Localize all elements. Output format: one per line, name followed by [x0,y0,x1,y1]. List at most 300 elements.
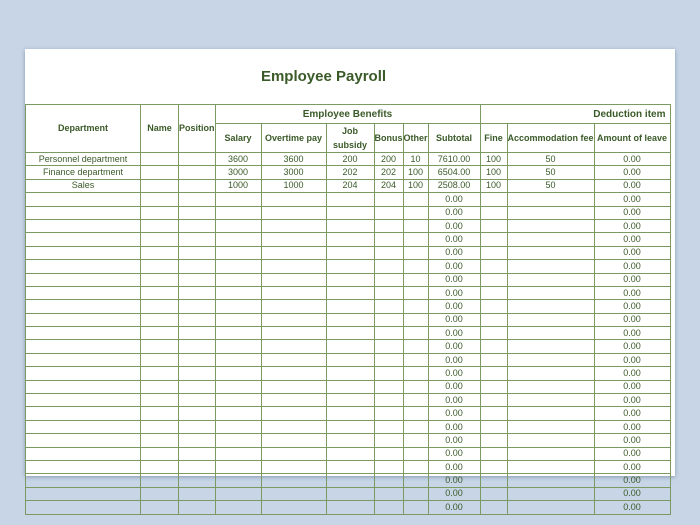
cell-amount-of-leave[interactable]: 0.00 [594,153,670,166]
cell-salary[interactable] [215,340,261,353]
cell-fine[interactable] [480,420,507,433]
cell-accommodation-fee[interactable] [507,219,594,232]
cell-department[interactable] [26,219,141,232]
cell-name[interactable] [141,300,179,313]
cell-amount-of-leave[interactable]: 0.00 [594,487,670,500]
cell-department[interactable] [26,447,141,460]
cell-position[interactable] [179,434,216,447]
cell-overtime-pay[interactable] [261,487,326,500]
cell-salary[interactable]: 3000 [215,166,261,179]
cell-fine[interactable] [480,313,507,326]
cell-salary[interactable] [215,313,261,326]
cell-subtotal[interactable]: 0.00 [428,313,480,326]
cell-job-subsidy[interactable] [326,380,374,393]
cell-subtotal[interactable]: 7610.00 [428,153,480,166]
cell-subtotal[interactable]: 0.00 [428,206,480,219]
cell-department[interactable]: Finance department [26,166,141,179]
cell-department[interactable] [26,367,141,380]
cell-position[interactable] [179,420,216,433]
cell-overtime-pay[interactable] [261,286,326,299]
cell-department[interactable] [26,501,141,514]
cell-amount-of-leave[interactable]: 0.00 [594,206,670,219]
cell-position[interactable] [179,501,216,514]
cell-salary[interactable] [215,353,261,366]
cell-name[interactable] [141,206,179,219]
cell-job-subsidy[interactable] [326,367,374,380]
cell-other[interactable] [403,260,428,273]
cell-name[interactable] [141,286,179,299]
cell-fine[interactable] [480,380,507,393]
cell-position[interactable] [179,233,216,246]
cell-overtime-pay[interactable] [261,394,326,407]
cell-bonus[interactable] [374,313,403,326]
cell-overtime-pay[interactable] [261,300,326,313]
cell-overtime-pay[interactable] [261,193,326,206]
cell-bonus[interactable] [374,219,403,232]
cell-job-subsidy[interactable] [326,246,374,259]
cell-other[interactable] [403,273,428,286]
cell-salary[interactable] [215,434,261,447]
cell-other[interactable] [403,407,428,420]
cell-other[interactable] [403,394,428,407]
cell-overtime-pay[interactable] [261,327,326,340]
cell-accommodation-fee[interactable] [507,206,594,219]
cell-other[interactable] [403,353,428,366]
cell-fine[interactable] [480,300,507,313]
cell-accommodation-fee[interactable] [507,273,594,286]
cell-subtotal[interactable]: 0.00 [428,407,480,420]
cell-bonus[interactable] [374,380,403,393]
cell-accommodation-fee[interactable] [507,420,594,433]
cell-fine[interactable] [480,260,507,273]
cell-amount-of-leave[interactable]: 0.00 [594,233,670,246]
cell-amount-of-leave[interactable]: 0.00 [594,474,670,487]
cell-name[interactable] [141,219,179,232]
cell-job-subsidy[interactable] [326,474,374,487]
cell-job-subsidy[interactable] [326,487,374,500]
cell-subtotal[interactable]: 0.00 [428,487,480,500]
cell-job-subsidy[interactable] [326,353,374,366]
cell-position[interactable] [179,327,216,340]
cell-department[interactable] [26,353,141,366]
cell-subtotal[interactable]: 0.00 [428,273,480,286]
cell-salary[interactable] [215,407,261,420]
cell-subtotal[interactable]: 0.00 [428,327,480,340]
cell-department[interactable] [26,273,141,286]
cell-bonus[interactable] [374,327,403,340]
cell-amount-of-leave[interactable]: 0.00 [594,193,670,206]
cell-position[interactable] [179,447,216,460]
cell-salary[interactable] [215,273,261,286]
cell-subtotal[interactable]: 0.00 [428,233,480,246]
cell-job-subsidy[interactable] [326,460,374,473]
cell-overtime-pay[interactable] [261,233,326,246]
cell-other[interactable] [403,193,428,206]
cell-accommodation-fee[interactable]: 50 [507,153,594,166]
cell-name[interactable] [141,380,179,393]
cell-department[interactable] [26,420,141,433]
cell-bonus[interactable] [374,460,403,473]
cell-position[interactable] [179,367,216,380]
cell-fine[interactable] [480,219,507,232]
cell-bonus[interactable] [374,367,403,380]
cell-amount-of-leave[interactable]: 0.00 [594,394,670,407]
cell-salary[interactable] [215,474,261,487]
cell-name[interactable] [141,153,179,166]
cell-position[interactable] [179,407,216,420]
cell-department[interactable] [26,193,141,206]
cell-subtotal[interactable]: 0.00 [428,300,480,313]
cell-other[interactable] [403,367,428,380]
cell-department[interactable] [26,380,141,393]
cell-name[interactable] [141,420,179,433]
cell-salary[interactable]: 1000 [215,179,261,192]
cell-amount-of-leave[interactable]: 0.00 [594,260,670,273]
cell-job-subsidy[interactable] [326,313,374,326]
cell-fine[interactable] [480,394,507,407]
cell-salary[interactable] [215,260,261,273]
cell-fine[interactable] [480,434,507,447]
cell-accommodation-fee[interactable] [507,380,594,393]
cell-other[interactable] [403,206,428,219]
cell-job-subsidy[interactable] [326,434,374,447]
cell-overtime-pay[interactable] [261,420,326,433]
cell-amount-of-leave[interactable]: 0.00 [594,407,670,420]
cell-amount-of-leave[interactable]: 0.00 [594,434,670,447]
cell-subtotal[interactable]: 0.00 [428,447,480,460]
cell-bonus[interactable] [374,246,403,259]
cell-job-subsidy[interactable] [326,447,374,460]
cell-salary[interactable] [215,460,261,473]
cell-amount-of-leave[interactable]: 0.00 [594,166,670,179]
cell-other[interactable]: 100 [403,179,428,192]
cell-overtime-pay[interactable] [261,434,326,447]
cell-fine[interactable] [480,460,507,473]
cell-salary[interactable] [215,367,261,380]
cell-amount-of-leave[interactable]: 0.00 [594,327,670,340]
cell-job-subsidy[interactable] [326,260,374,273]
cell-job-subsidy[interactable]: 202 [326,166,374,179]
cell-fine[interactable]: 100 [480,166,507,179]
cell-subtotal[interactable]: 0.00 [428,353,480,366]
cell-salary[interactable] [215,447,261,460]
cell-accommodation-fee[interactable] [507,487,594,500]
cell-subtotal[interactable]: 0.00 [428,460,480,473]
cell-job-subsidy[interactable] [326,327,374,340]
cell-accommodation-fee[interactable] [507,340,594,353]
cell-amount-of-leave[interactable]: 0.00 [594,420,670,433]
cell-position[interactable] [179,286,216,299]
cell-fine[interactable] [480,206,507,219]
cell-job-subsidy[interactable]: 204 [326,179,374,192]
cell-fine[interactable] [480,407,507,420]
cell-position[interactable] [179,166,216,179]
cell-position[interactable] [179,273,216,286]
cell-position[interactable] [179,460,216,473]
cell-other[interactable] [403,447,428,460]
cell-department[interactable]: Sales [26,179,141,192]
cell-name[interactable] [141,501,179,514]
cell-job-subsidy[interactable] [326,219,374,232]
cell-fine[interactable] [480,367,507,380]
cell-amount-of-leave[interactable]: 0.00 [594,447,670,460]
cell-overtime-pay[interactable] [261,273,326,286]
cell-amount-of-leave[interactable]: 0.00 [594,313,670,326]
cell-position[interactable] [179,193,216,206]
cell-overtime-pay[interactable] [261,353,326,366]
cell-salary[interactable] [215,286,261,299]
cell-other[interactable] [403,474,428,487]
cell-bonus[interactable] [374,407,403,420]
cell-bonus[interactable] [374,447,403,460]
cell-bonus[interactable] [374,260,403,273]
cell-job-subsidy[interactable] [326,501,374,514]
cell-subtotal[interactable]: 0.00 [428,474,480,487]
cell-accommodation-fee[interactable] [507,474,594,487]
cell-other[interactable]: 10 [403,153,428,166]
cell-bonus[interactable] [374,420,403,433]
cell-fine[interactable] [480,340,507,353]
cell-bonus[interactable]: 200 [374,153,403,166]
cell-other[interactable] [403,420,428,433]
cell-job-subsidy[interactable] [326,407,374,420]
cell-fine[interactable] [480,233,507,246]
cell-name[interactable] [141,353,179,366]
cell-amount-of-leave[interactable]: 0.00 [594,460,670,473]
cell-accommodation-fee[interactable] [507,246,594,259]
cell-accommodation-fee[interactable]: 50 [507,166,594,179]
cell-bonus[interactable] [374,300,403,313]
cell-name[interactable] [141,340,179,353]
cell-overtime-pay[interactable] [261,219,326,232]
cell-overtime-pay[interactable] [261,260,326,273]
cell-overtime-pay[interactable] [261,246,326,259]
cell-name[interactable] [141,487,179,500]
cell-name[interactable] [141,434,179,447]
cell-bonus[interactable] [374,193,403,206]
cell-subtotal[interactable]: 0.00 [428,246,480,259]
cell-name[interactable] [141,367,179,380]
cell-department[interactable] [26,313,141,326]
cell-bonus[interactable] [374,233,403,246]
cell-accommodation-fee[interactable] [507,313,594,326]
cell-other[interactable] [403,487,428,500]
cell-accommodation-fee[interactable] [507,353,594,366]
cell-bonus[interactable] [374,501,403,514]
cell-subtotal[interactable]: 0.00 [428,260,480,273]
cell-department[interactable] [26,327,141,340]
cell-accommodation-fee[interactable] [507,193,594,206]
cell-department[interactable] [26,300,141,313]
cell-job-subsidy[interactable] [326,420,374,433]
cell-position[interactable] [179,313,216,326]
cell-overtime-pay[interactable] [261,460,326,473]
cell-salary[interactable] [215,327,261,340]
cell-position[interactable] [179,206,216,219]
cell-overtime-pay[interactable]: 3600 [261,153,326,166]
cell-other[interactable] [403,313,428,326]
cell-overtime-pay[interactable] [261,367,326,380]
cell-fine[interactable] [480,474,507,487]
cell-amount-of-leave[interactable]: 0.00 [594,340,670,353]
cell-salary[interactable] [215,193,261,206]
cell-amount-of-leave[interactable]: 0.00 [594,286,670,299]
cell-fine[interactable] [480,327,507,340]
cell-accommodation-fee[interactable]: 50 [507,179,594,192]
cell-salary[interactable] [215,380,261,393]
cell-position[interactable] [179,353,216,366]
cell-accommodation-fee[interactable] [507,300,594,313]
cell-department[interactable]: Personnel department [26,153,141,166]
cell-overtime-pay[interactable] [261,501,326,514]
cell-department[interactable] [26,434,141,447]
cell-bonus[interactable]: 204 [374,179,403,192]
cell-other[interactable] [403,327,428,340]
cell-other[interactable] [403,233,428,246]
cell-salary[interactable]: 3600 [215,153,261,166]
cell-bonus[interactable] [374,474,403,487]
cell-other[interactable] [403,434,428,447]
cell-salary[interactable] [215,300,261,313]
cell-job-subsidy[interactable] [326,206,374,219]
cell-job-subsidy[interactable] [326,340,374,353]
cell-position[interactable] [179,394,216,407]
cell-subtotal[interactable]: 0.00 [428,434,480,447]
cell-other[interactable] [403,300,428,313]
cell-fine[interactable] [480,501,507,514]
cell-job-subsidy[interactable]: 200 [326,153,374,166]
cell-name[interactable] [141,260,179,273]
cell-department[interactable] [26,286,141,299]
cell-position[interactable] [179,260,216,273]
cell-job-subsidy[interactable] [326,394,374,407]
cell-salary[interactable] [215,420,261,433]
cell-overtime-pay[interactable] [261,380,326,393]
cell-overtime-pay[interactable]: 3000 [261,166,326,179]
cell-bonus[interactable]: 202 [374,166,403,179]
cell-name[interactable] [141,166,179,179]
cell-overtime-pay[interactable] [261,340,326,353]
cell-job-subsidy[interactable] [326,300,374,313]
cell-name[interactable] [141,193,179,206]
cell-bonus[interactable] [374,487,403,500]
cell-department[interactable] [26,233,141,246]
cell-name[interactable] [141,179,179,192]
cell-fine[interactable] [480,353,507,366]
cell-bonus[interactable] [374,353,403,366]
cell-amount-of-leave[interactable]: 0.00 [594,273,670,286]
cell-name[interactable] [141,474,179,487]
cell-name[interactable] [141,447,179,460]
cell-salary[interactable] [215,206,261,219]
cell-job-subsidy[interactable] [326,286,374,299]
cell-subtotal[interactable]: 6504.00 [428,166,480,179]
cell-department[interactable] [26,460,141,473]
cell-bonus[interactable] [374,273,403,286]
cell-other[interactable] [403,219,428,232]
cell-amount-of-leave[interactable]: 0.00 [594,246,670,259]
cell-subtotal[interactable]: 2508.00 [428,179,480,192]
cell-amount-of-leave[interactable]: 0.00 [594,353,670,366]
cell-position[interactable] [179,340,216,353]
cell-fine[interactable] [480,447,507,460]
cell-name[interactable] [141,273,179,286]
cell-job-subsidy[interactable] [326,273,374,286]
cell-other[interactable] [403,246,428,259]
cell-accommodation-fee[interactable] [507,260,594,273]
cell-fine[interactable] [480,273,507,286]
cell-job-subsidy[interactable] [326,233,374,246]
cell-subtotal[interactable]: 0.00 [428,193,480,206]
cell-accommodation-fee[interactable] [507,286,594,299]
cell-department[interactable] [26,487,141,500]
cell-accommodation-fee[interactable] [507,460,594,473]
cell-fine[interactable] [480,193,507,206]
cell-bonus[interactable] [374,206,403,219]
cell-position[interactable] [179,380,216,393]
cell-fine[interactable] [480,487,507,500]
cell-accommodation-fee[interactable] [507,434,594,447]
cell-accommodation-fee[interactable] [507,327,594,340]
cell-department[interactable] [26,474,141,487]
cell-subtotal[interactable]: 0.00 [428,340,480,353]
cell-amount-of-leave[interactable]: 0.00 [594,501,670,514]
cell-accommodation-fee[interactable] [507,447,594,460]
cell-overtime-pay[interactable] [261,474,326,487]
cell-overtime-pay[interactable] [261,407,326,420]
cell-amount-of-leave[interactable]: 0.00 [594,179,670,192]
cell-accommodation-fee[interactable] [507,367,594,380]
cell-salary[interactable] [215,219,261,232]
cell-bonus[interactable] [374,394,403,407]
cell-subtotal[interactable]: 0.00 [428,367,480,380]
cell-position[interactable] [179,219,216,232]
cell-position[interactable] [179,179,216,192]
cell-position[interactable] [179,300,216,313]
cell-name[interactable] [141,233,179,246]
cell-fine[interactable]: 100 [480,153,507,166]
cell-subtotal[interactable]: 0.00 [428,394,480,407]
cell-subtotal[interactable]: 0.00 [428,286,480,299]
cell-other[interactable] [403,380,428,393]
cell-position[interactable] [179,487,216,500]
cell-name[interactable] [141,246,179,259]
cell-salary[interactable] [215,501,261,514]
cell-name[interactable] [141,394,179,407]
cell-fine[interactable] [480,286,507,299]
cell-department[interactable] [26,260,141,273]
cell-department[interactable] [26,407,141,420]
cell-subtotal[interactable]: 0.00 [428,219,480,232]
cell-amount-of-leave[interactable]: 0.00 [594,367,670,380]
cell-accommodation-fee[interactable] [507,501,594,514]
cell-salary[interactable] [215,394,261,407]
cell-other[interactable]: 100 [403,166,428,179]
cell-position[interactable] [179,474,216,487]
cell-job-subsidy[interactable] [326,193,374,206]
cell-accommodation-fee[interactable] [507,233,594,246]
cell-department[interactable] [26,206,141,219]
cell-name[interactable] [141,460,179,473]
cell-salary[interactable] [215,233,261,246]
cell-overtime-pay[interactable] [261,447,326,460]
cell-bonus[interactable] [374,286,403,299]
cell-name[interactable] [141,313,179,326]
cell-name[interactable] [141,327,179,340]
cell-subtotal[interactable]: 0.00 [428,380,480,393]
cell-other[interactable] [403,340,428,353]
cell-salary[interactable] [215,246,261,259]
